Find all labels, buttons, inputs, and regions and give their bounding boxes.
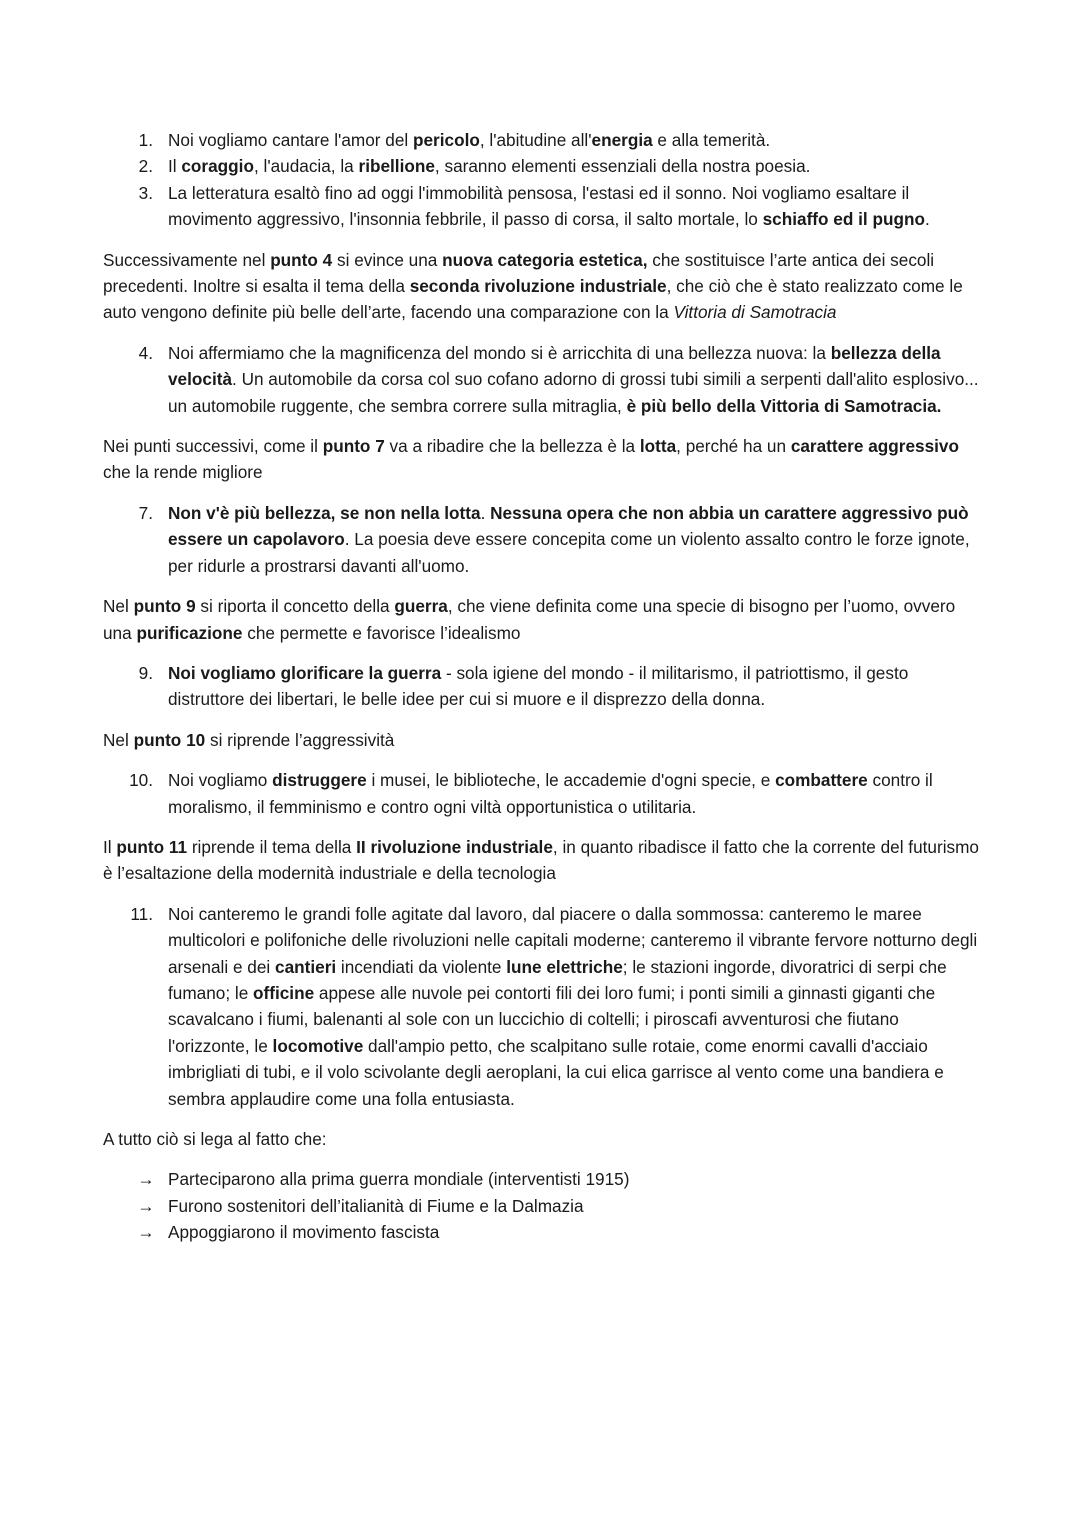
text-run: Nel <box>103 596 134 617</box>
text-run: , l'audacia, la <box>253 156 359 177</box>
bold-text: Noi vogliamo glorificare la guerra <box>168 662 442 683</box>
text-run: incendiati da violente <box>336 956 507 977</box>
list-text <box>168 770 933 816</box>
text-run: dall'ampio petto, che scalpitano sulle rotaie, come enormi cavalli d'acciaio imbrigliati di tubi, e il volo scivolante degli aeroplani, la cui elica garrisce al vento come una bandiera e sembra applaudire come una folla entusiasta. <box>168 1035 944 1109</box>
text-run: ; le stazioni ingorde, divoratrici di serpi che fumano; le <box>168 956 947 1003</box>
text-run: riprende il tema della <box>187 836 357 857</box>
bold-text: coraggio <box>181 156 254 177</box>
list-item <box>103 340 983 419</box>
bold-text: Non v'è più bellezza, se non nella lotta <box>168 502 481 523</box>
list-number: 4. <box>138 342 153 363</box>
list-item <box>103 660 983 713</box>
list-text <box>168 130 770 150</box>
list-number: 1. <box>138 130 153 150</box>
list-item <box>103 153 983 179</box>
arrow-list-item <box>103 1193 983 1219</box>
bold-text: energia <box>591 130 653 150</box>
text-run: Noi canteremo le grandi folle agitate dal lavoro, dal piacere o dalla sommossa: canteremo le maree multicolori e polifoniche delle rivoluzioni nelle capitali moderne; canteremo il vibrante fervore notturno degli arsenali e dei <box>168 903 978 977</box>
text-run: Il <box>168 156 182 177</box>
list-item <box>103 901 983 1112</box>
bold-text: distruggere <box>272 770 367 791</box>
paragraph <box>103 593 983 646</box>
bold-text: lotta <box>639 436 677 457</box>
arrow-list-text: Appoggiarono il movimento fascista <box>168 1222 440 1243</box>
text-run: La letteratura esaltò fino ad oggi l'immobilità pensosa, l'estasi ed il sonno. Noi vogliamo esaltare il movimento aggressivo, l'insonnia febbrile, il passo di corsa, il salto mortale, lo <box>168 182 910 230</box>
arrow-list-text: Furono sostenitori dell’italianità di Fiume e la Dalmazia <box>168 1195 584 1216</box>
text-run: che sostituisce l’arte antica dei secoli precedenti. Inoltre si esalta il tema della <box>103 249 935 297</box>
text-run: , che ciò che è stato realizzato come le auto vengono definite più belle dell’arte, facendo una comparazione con la <box>103 276 963 323</box>
bold-text: schiaffo ed il pugno <box>762 209 925 230</box>
list-number: 9. <box>138 662 153 683</box>
paragraph <box>103 433 983 486</box>
bold-text: nuova categoria estetica, <box>442 249 648 270</box>
arrow-list-item <box>103 1219 983 1245</box>
bold-text: è più bello della Vittoria di Samotracia. <box>626 395 942 416</box>
list-number: 7. <box>138 502 153 523</box>
text-run: , saranno elementi essenziali della nostra poesia. <box>434 156 811 177</box>
text-run: . Un automobile da corsa col suo cofano adorno di grossi tubi simili a serpenti dall'alito esplosivo... un automobile ruggente, che sembra correre sulla mitraglia, <box>168 369 979 416</box>
text-run: . <box>924 209 930 230</box>
bold-text: II rivoluzione industriale <box>356 836 553 857</box>
bold-text: punto 9 <box>133 596 196 617</box>
text-run: Nel <box>103 729 134 750</box>
list-text <box>168 904 977 1109</box>
text-run: , perché ha un <box>676 436 791 457</box>
arrow-right-icon: → <box>137 1195 155 1216</box>
text-run: Noi affermiamo che la magnificenza del mondo si è arricchita di una bellezza nuova: la <box>168 342 831 363</box>
text-run: contro il moralismo, il femminismo e contro ogni viltà opportunistica o utilitaria. <box>168 770 933 817</box>
bold-text: pericolo <box>412 130 480 150</box>
text-run: e alla temerità. <box>652 130 771 150</box>
list-number: 11. <box>130 903 153 924</box>
bold-text: purificazione <box>136 622 243 643</box>
text-run: , che viene definita come una specie di bisogno per l’uomo, ovvero una <box>103 596 956 643</box>
text-run: . La poesia deve essere concepita come un violento assalto contro le forze ignote, per ridurle a prostrarsi davanti all'uomo. <box>168 529 970 576</box>
bold-text: guerra <box>394 596 448 617</box>
arrow-right-icon: → <box>137 1169 155 1190</box>
text-run: Il <box>103 836 117 857</box>
manifesto-list-1 <box>103 127 983 233</box>
bold-text: Nessuna opera che non abbia un carattere aggressivo può essere un capolavoro <box>168 502 969 550</box>
paragraph: A tutto ciò si lega al fatto che: <box>103 1129 327 1149</box>
bold-text: ribellione <box>358 156 435 177</box>
arrow-list-text: Parteciparono alla prima guerra mondiale (interventisti 1915) <box>168 1169 630 1190</box>
text-run: Noi vogliamo <box>168 770 273 791</box>
bold-text: lune elettriche <box>506 956 623 977</box>
paragraph <box>103 834 983 887</box>
list-text <box>168 663 908 709</box>
text-run: Nei punti successivi, come il <box>103 436 323 457</box>
list-item <box>103 180 983 233</box>
list-number: 3. <box>138 182 153 203</box>
text-run: Noi vogliamo cantare l'amor del <box>168 130 413 150</box>
text-run: , l'abitudine all' <box>479 130 592 150</box>
text-run: va a ribadire che la bellezza è la <box>384 436 640 457</box>
bold-text: bellezza della velocità <box>168 342 941 390</box>
bold-text: punto 7 <box>322 436 385 457</box>
list-item <box>103 127 983 153</box>
document-body <box>103 127 983 1246</box>
text-run: i musei, le biblioteche, le accademie d'ogni specie, e <box>366 770 776 791</box>
text-run: si evince una <box>332 249 443 270</box>
bold-text: punto 10 <box>133 729 206 750</box>
list-text <box>168 183 930 229</box>
arrow-list <box>103 1166 983 1245</box>
list-item <box>103 500 983 579</box>
bold-text: officine <box>253 982 315 1003</box>
list-text <box>168 503 970 576</box>
text-run: si riprende l’aggressività <box>205 729 395 750</box>
italic-text: Vittoria di Samotracia <box>673 302 837 323</box>
arrow-right-icon: → <box>137 1222 155 1243</box>
text-run: si riporta il concetto della <box>195 596 395 617</box>
bold-text: combattere <box>775 770 868 791</box>
text-run: che permette e favorisce l’idealismo <box>242 622 521 643</box>
text-run: che la rende migliore <box>103 462 263 483</box>
bold-text: carattere aggressivo <box>790 436 959 457</box>
bold-text: locomotive <box>272 1035 364 1056</box>
text-run: Successivamente nel <box>103 249 271 270</box>
list-number: 10. <box>129 770 153 791</box>
text-run: - sola igiene del mondo - il militarismo, il patriottismo, il gesto distruttore dei libertari, le belle idee per cui si muore e il disprezzo della donna. <box>168 662 909 710</box>
list-number: 2. <box>138 156 153 177</box>
text-run: . <box>480 502 491 523</box>
arrow-list-item <box>103 1166 983 1192</box>
text-run: , in quanto ribadisce il fatto che la corrente del futurismo è l’esaltazione della modernità industriale e della tecnologia <box>103 836 979 884</box>
bold-text: punto 4 <box>270 249 333 270</box>
list-text <box>168 156 810 176</box>
list-text <box>168 343 979 416</box>
paragraph <box>103 247 983 326</box>
text-run: appese alle nuvole pei contorti fili dei loro fumi; i ponti simili a ginnasti giganti che scavalcano i fiumi, balenanti al sole con un luccichio di coltelli; i piroscafi avventurosi che fiutano l'orizzonte, le <box>168 982 936 1056</box>
bold-text: punto 11 <box>116 836 188 857</box>
bold-text: cantieri <box>275 956 337 977</box>
list-item <box>103 767 983 820</box>
bold-text: seconda rivoluzione industriale <box>409 276 667 297</box>
paragraph <box>103 727 983 753</box>
